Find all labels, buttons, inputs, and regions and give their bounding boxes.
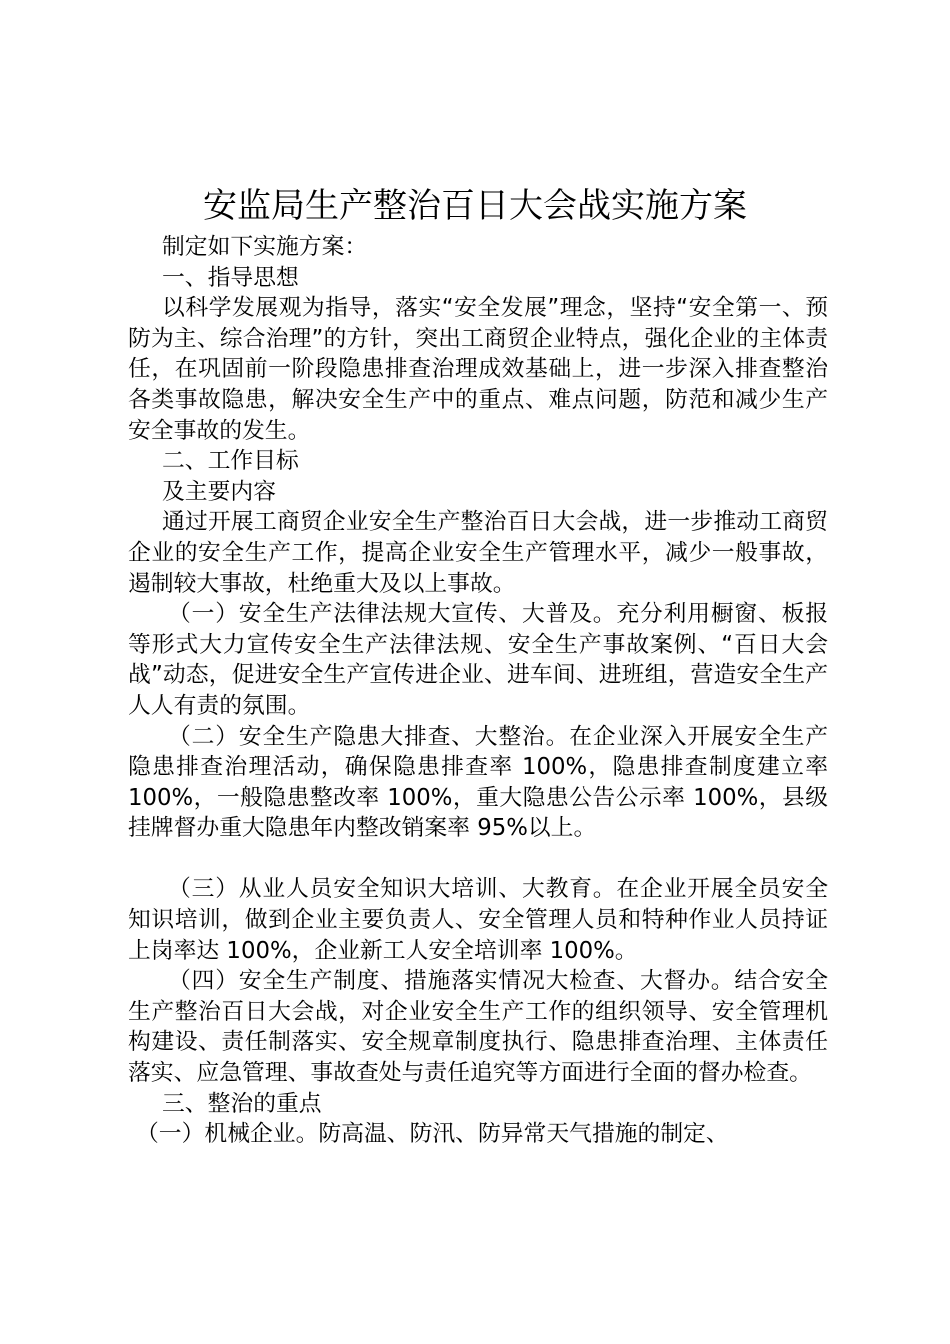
section-heading-work-goals: 二、工作目标 (162, 448, 299, 475)
section-heading-guiding-ideology: 一、指导思想 (162, 264, 299, 291)
item-1-paragraph: （一）安全生产法律法规大宣传、大普及。充分利用橱窗、板报等形式大力宣传安全生产法律法规、安全生产事故案例、“百日大会战”动态，促进安全生产宣传进企业、进车间、进班组，营造安全生产人人有责的氛围。 (128, 601, 828, 719)
intro-paragraph: 制定如下实施方案： (162, 234, 368, 260)
document-body (128, 232, 828, 1150)
document-title: 安监局生产整治百日大会战实施方案 (203, 186, 747, 226)
blank-line (128, 844, 828, 875)
key-point-1-paragraph: （一）机械企业。防高温、防汛、防异常天气措施的制定、 (136, 1121, 729, 1148)
item-3-paragraph: （三）从业人员安全知识大培训、大教育。在企业开展全员安全知识培训，做到企业主要负责人、安全管理人员和特种作业人员持证上岗率达 100%，企业新工人安全培训率 100%。 (128, 876, 828, 964)
item-2-paragraph: （二）安全生产隐患大排查、大整治。在企业深入开展安全生产隐患排查治理活动，确保隐患排查率 100%，隐患排查制度建立率 100%，一般隐患整改率 100%，重大隐患公告公示率 100%，县级挂牌督办重大隐患年内整改销案率 95%以上。 (128, 723, 828, 842)
guiding-ideology-paragraph: 以科学发展观为指导，落实“安全发展”理念，坚持“安全第一、预防为主、综合治理”的方针，突出工商贸企业特点，强化企业的主体责任，在巩固前一阶段隐患排查治理成效基础上，进一步深入排查整治各类事故隐患，解决安全生产中的重点、难点问题，防范和减少生产安全事故的发生。 (128, 295, 828, 444)
work-goals-paragraph: 通过开展工商贸企业安全生产整治百日大会战，进一步推动工商贸企业的安全生产工作，提高企业安全生产管理水平，减少一般事故，遏制较大事故，杜绝重大及以上事故。 (128, 509, 828, 597)
item-4-paragraph: （四）安全生产制度、措施落实情况大检查、大督办。结合安全生产整治百日大会战，对企业安全生产工作的组织领导、安全管理机构建设、责任制落实、安全规章制度执行、隐患排查治理、主体责任落实、应急管理、事故查处与责任追究等方面进行全面的督办检查。 (128, 968, 828, 1087)
section-heading-key-points: 三、整治的重点 (162, 1090, 322, 1117)
section-heading-main-content: 及主要内容 (162, 478, 276, 505)
